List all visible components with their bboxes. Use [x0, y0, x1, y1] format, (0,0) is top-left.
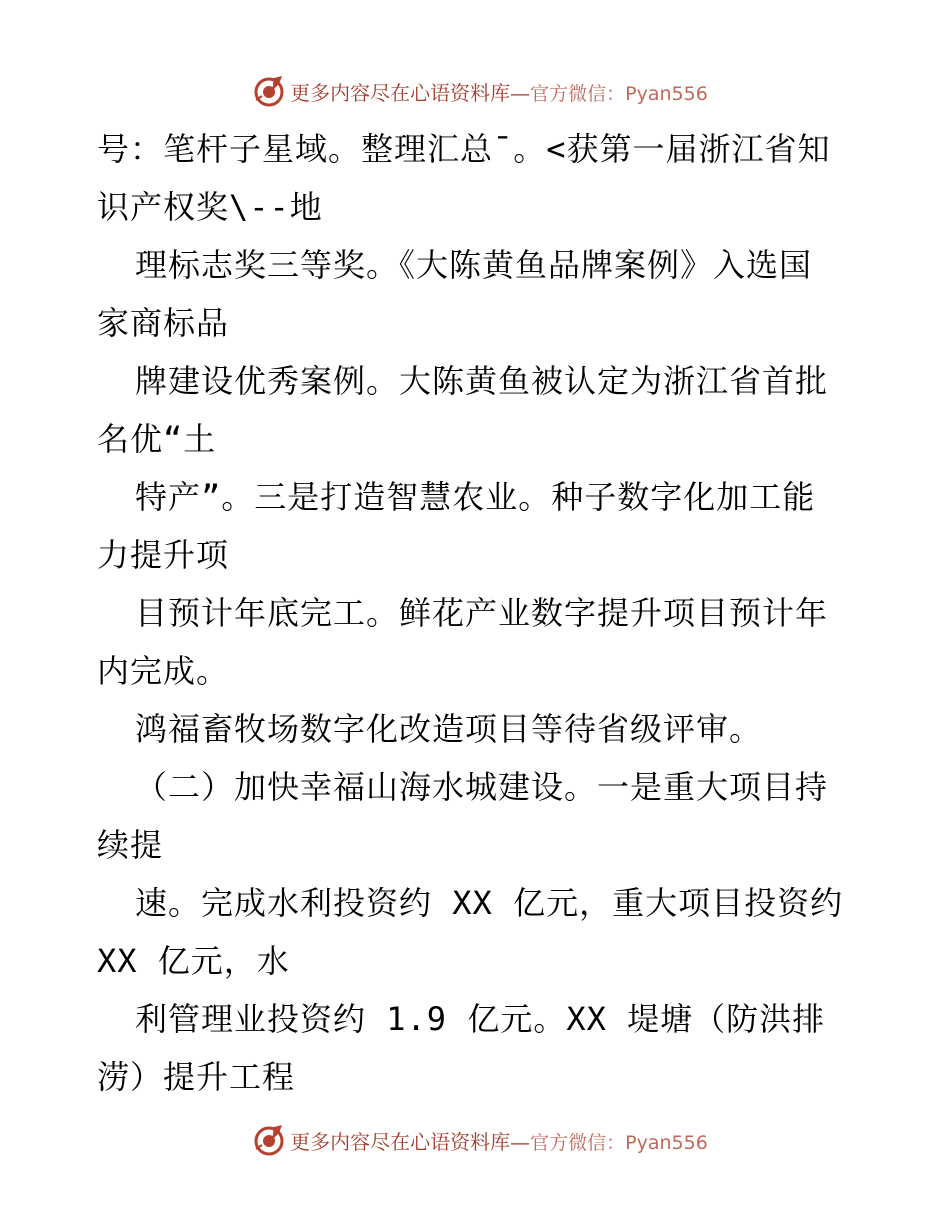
- header-watermark-banner: [0, 71, 950, 111]
- body-text-line: 名优“土: [97, 420, 217, 458]
- body-text-line: 续提: [97, 826, 164, 864]
- body-text-line: （二）加快幸福山海水城建设。一是重大项目持: [135, 768, 829, 806]
- body-text-line: 利管理业投资约 1.9 亿元。XX 堤塘（防洪排: [135, 1000, 826, 1038]
- body-text-line: 力提升项: [97, 536, 230, 574]
- body-text-line: 速。完成水利投资约 XX 亿元，重大项目投资约: [135, 884, 844, 922]
- document-body: [97, 120, 857, 1106]
- body-text-line: 特产”。三是打造智慧农业。种子数字化加工能: [135, 478, 816, 516]
- body-text-line: 理标志奖三等奖。《大陈黄鱼品牌案例》入选国: [135, 246, 813, 284]
- body-text-line: 识产权奖\--地: [97, 188, 323, 226]
- body-text-line: 目预计年底完工。鲜花产业数字提升项目预计年: [135, 594, 829, 632]
- footer-watermark-banner: [0, 1120, 950, 1160]
- body-text-line: 家商标品: [97, 304, 230, 342]
- watermark-text: 更多内容尽在心语资料库—官方微信：Pyan556: [290, 80, 708, 105]
- pen-logo-icon: [252, 74, 286, 108]
- watermark-text: 更多内容尽在心语资料库—官方微信：Pyan556: [290, 1129, 708, 1154]
- body-text-line: 牌建设优秀案例。大陈黄鱼被认定为浙江省首批: [135, 362, 829, 400]
- body-text-line: 鸿福畜牧场数字化改造项目等待省级评审。: [135, 710, 763, 748]
- pen-logo-icon: [252, 1123, 286, 1157]
- body-text-line: 内完成。: [97, 652, 230, 690]
- body-text-line: XX 亿元，水: [97, 942, 290, 980]
- body-text-line: 号：笔杆子星域。整理汇总¯。<获第一届浙江省知: [97, 130, 831, 168]
- body-text-line: 涝）提升工程: [97, 1058, 296, 1096]
